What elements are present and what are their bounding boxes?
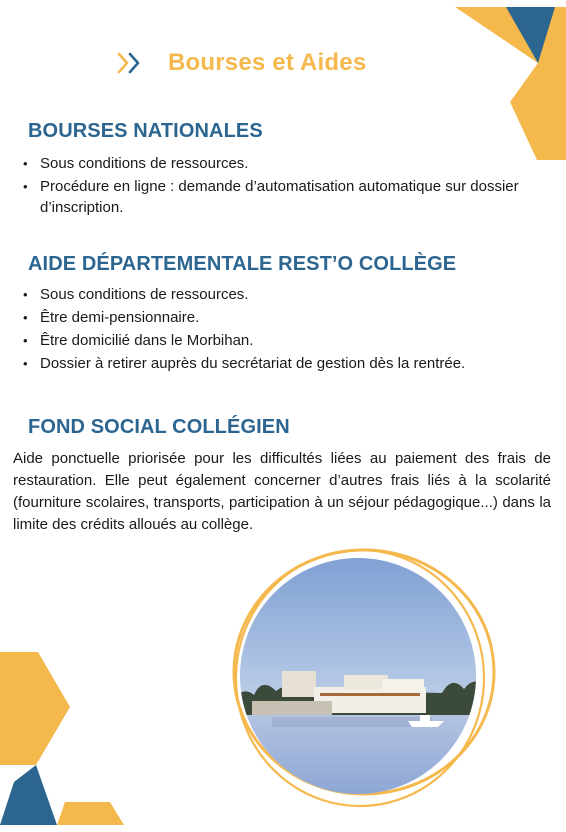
top-right-orange-shape — [455, 7, 566, 160]
section-title-aide-departementale: AIDE DÉPARTEMENTALE REST’O COLLÈGE — [28, 253, 457, 275]
aide-departementale-list — [22, 284, 552, 376]
bourses-nationales-list — [22, 153, 552, 220]
section-title-bourses-nationales: BOURSES NATIONALES — [28, 120, 263, 142]
bottom-left-orange-shape — [0, 652, 70, 765]
fond-social-paragraph: Aide ponctuelle priorisée pour les difficultés liées au paiement des frais de restauration. Elle peut également concerner d’autres frais liés à la scolarité (fourniture scolaires, transports, participation à un séjour pédagogique...) dans la limite des crédits alloués au collège. — [13, 450, 551, 533]
college-photo — [232, 545, 502, 815]
list-item: • Sous conditions de ressources. — [22, 153, 552, 174]
page-title: Bourses et Aides — [168, 49, 367, 76]
bottom-left-blue-shape — [0, 765, 57, 825]
section-title-fond-social: FOND SOCIAL COLLÉGIEN — [28, 416, 290, 438]
double-chevron-icon — [116, 51, 148, 75]
list-item: • Dossier à retirer auprès du secrétariat de gestion dès la rentrée. — [22, 353, 552, 374]
list-item: • Être domicilié dans le Morbihan. — [22, 330, 552, 351]
bottom-left-orange-tab — [57, 802, 124, 825]
page-header — [116, 46, 366, 80]
list-item: • Procédure en ligne : demande d’automatisation automatique sur dossier d’inscription. — [22, 176, 552, 218]
list-item: • Sous conditions de ressources. — [22, 284, 552, 305]
list-item: • Être demi-pensionnaire. — [22, 307, 552, 328]
